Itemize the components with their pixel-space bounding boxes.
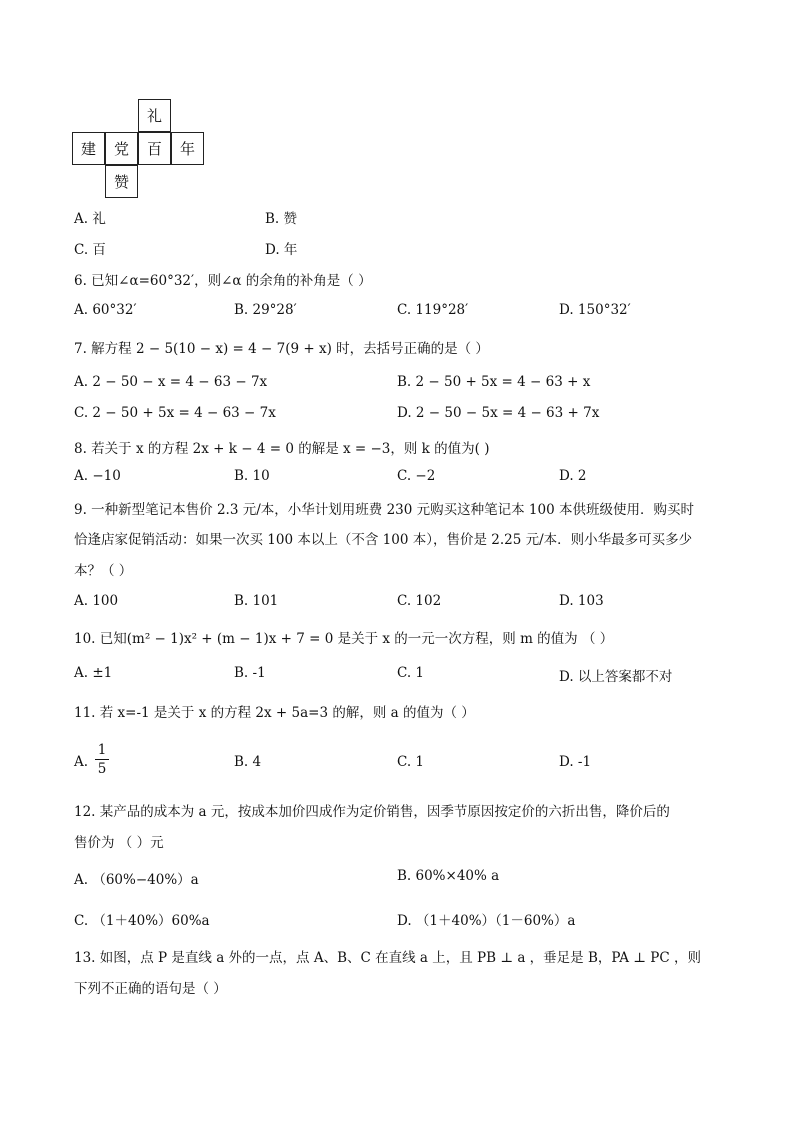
fraction-numerator: 1 [97, 742, 107, 758]
q9-option-c[interactable]: C. 102 [397, 593, 442, 609]
q8-option-a[interactable]: A. −10 [74, 468, 121, 484]
q11-stem: 11. 若 x=-1 是关于 x 的方程 2x + 5a=3 的解，则 a 的值为（ ） [74, 705, 475, 721]
net-cell-3: 百 [138, 132, 171, 165]
q5-option-d[interactable]: D. 年 [265, 242, 298, 258]
q12-option-a[interactable]: A. （60%−40%）a [74, 872, 199, 888]
net-cell-4: 年 [171, 132, 204, 165]
q10-option-a[interactable]: A. ±1 [74, 665, 113, 681]
q6-option-c[interactable]: C. 119°28′ [397, 302, 469, 318]
net-cell-bottom: 赞 [105, 165, 138, 198]
q12-stem-line2: 售价为 （ ）元 [74, 835, 164, 851]
q12-option-b[interactable]: B. 60%×40% a [397, 868, 500, 884]
q7-option-b[interactable]: B. 2 − 50 + 5x = 4 − 63 + x [397, 374, 591, 390]
q9-stem-line3: 本？（ ） [74, 563, 133, 579]
q13-stem-line1: 13. 如图，点 P 是直线 a 外的一点，点 A、B、C 在直线 a 上，且 PB ⊥ a ，垂足是 B，PA ⊥ PC ，则 [74, 950, 701, 966]
q9-option-b[interactable]: B. 101 [234, 593, 279, 609]
q6-option-d[interactable]: D. 150°32′ [559, 302, 631, 318]
q7-stem: 7. 解方程 2 − 5(10 − x) = 4 − 7(9 + x) 时，去括号正确的是（ ） [74, 341, 489, 357]
q6-stem: 6. 已知∠α=60°32′，则∠α 的余角的补角是（ ） [74, 273, 372, 289]
q13-stem-line2: 下列不正确的语句是（ ） [74, 981, 227, 997]
q8-option-b[interactable]: B. 10 [234, 468, 270, 484]
net-cell-top: 礼 [138, 99, 171, 132]
q7-option-c[interactable]: C. 2 − 50 + 5x = 4 − 63 − 7x [74, 405, 276, 421]
q5-option-a[interactable]: A. 礼 [74, 211, 106, 227]
q11-option-b[interactable]: B. 4 [234, 754, 262, 770]
net-cell-2: 党 [105, 132, 138, 165]
q10-option-b[interactable]: B. -1 [234, 665, 266, 681]
q9-option-a[interactable]: A. 100 [74, 593, 119, 609]
q8-option-d[interactable]: D. 2 [559, 468, 587, 484]
q11-option-a-label: A. [74, 754, 89, 770]
q6-option-a[interactable]: A. 60°32′ [74, 302, 137, 318]
q5-option-c[interactable]: C. 百 [74, 242, 106, 258]
q5-option-b[interactable]: B. 赞 [265, 211, 298, 227]
q9-stem-line2: 恰逢店家促销活动：如果一次买 100 本以上（不含 100 本），售价是 2.25 元/本．则小华最多可买多少 [74, 532, 693, 548]
q8-option-c[interactable]: C. −2 [397, 468, 436, 484]
q12-option-c[interactable]: C. （1＋40%）60%a [74, 913, 210, 929]
q12-option-d[interactable]: D. （1＋40%）（1－60%）a [397, 913, 576, 929]
q10-stem: 10. 已知(m² − 1)x² + (m − 1)x + 7 = 0 是关于 x 的一元一次方程，则 m 的值为 （ ） [74, 631, 614, 647]
q11-option-d[interactable]: D. -1 [559, 754, 592, 770]
q9-option-d[interactable]: D. 103 [559, 593, 604, 609]
q10-option-c[interactable]: C. 1 [397, 665, 425, 681]
q7-option-a[interactable]: A. 2 − 50 − x = 4 − 63 − 7x [74, 374, 268, 390]
q7-option-d[interactable]: D. 2 − 50 − 5x = 4 − 63 + 7x [397, 405, 600, 421]
fraction-denominator: 5 [97, 761, 107, 777]
q10-option-d[interactable]: D. 以上答案都不对 [559, 669, 673, 685]
q9-stem-line1: 9. 一种新型笔记本售价 2.3 元/本，小华计划用班费 230 元购买这种笔记本 100 本供班级使用．购买时 [74, 502, 694, 518]
q11-option-a-fraction [95, 742, 109, 777]
q12-stem-line1: 12. 某产品的成本为 a 元，按成本加价四成作为定价销售，因季节原因按定价的六折出售，降价后的 [74, 804, 670, 820]
net-cell-1: 建 [72, 132, 105, 165]
q6-option-b[interactable]: B. 29°28′ [234, 302, 297, 318]
q11-option-c[interactable]: C. 1 [397, 754, 425, 770]
q8-stem: 8. 若关于 x 的方程 2x + k − 4 = 0 的解是 x = −3，则 k 的值为( ) [74, 441, 490, 457]
